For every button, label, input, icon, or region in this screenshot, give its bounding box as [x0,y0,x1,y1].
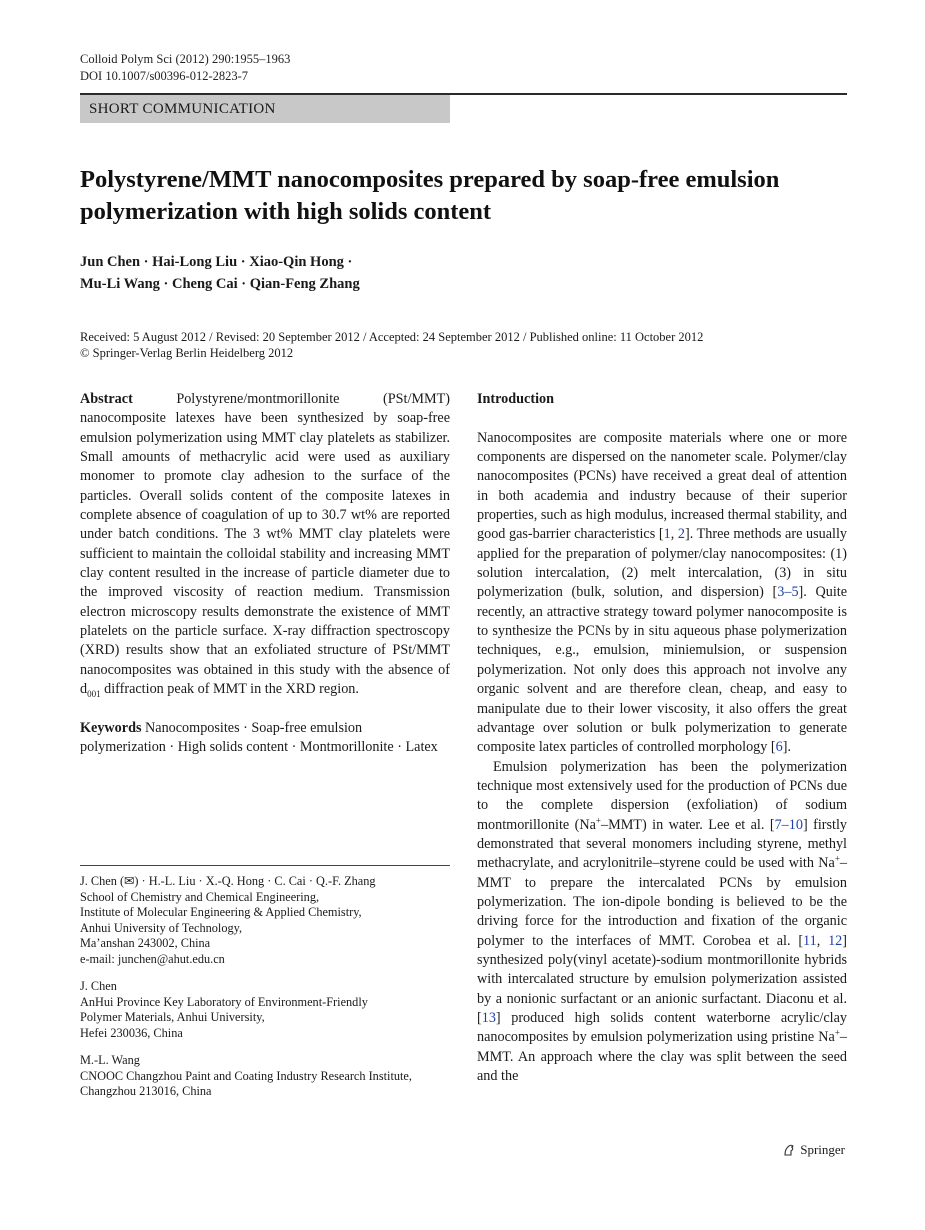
abstract-text: Polystyrene/montmorillonite (PSt/MMT) nanocomposite latexes have been synthesized by soap-free emulsion polymerization using MMT clay platelets as stabilizer. Small amounts of methacrylic acid were used as auxiliary monomer to promote clay adhesion to the surface of the particles. Overall solids content of the composite latexes in complete absence of coagulation of up to 30.7 wt% are reported under batch conditions. The 3 wt% MMT clay platelets were sufficient to maintain the colloidal stability and increasing MMT clay content resulted in the increase of particle diameter due to the improved viscosity of reaction medium. Transmission electron microscopy results demonstrate the existence of MMT platelets on the particle surface. X-ray diffraction spectroscopy (XRD) results show that an exfoliated structure of PSt/MMT nanocomposites was obtained in this study with the absence of d [80,391,451,698]
publication-dates [80,329,860,361]
left-column [80,390,450,757]
authors-line-1: Jun Chen · Hai-Long Liu · Xiao-Qin Hong · [80,254,353,270]
affiliation-2: J. Chen AnHui Province Key Laboratory of Environment-Friendly Polymer Materials, Anhui University, Hefei 230036, China [80,979,368,1040]
introduction-heading: Introduction [477,391,554,407]
citation-link[interactable]: 6 [775,739,783,756]
intro-paragraph-1: Nanocomposites are composite materials where one or more components are dispersed on the nanometer scale. Polymer/clay nanocomposites (PCNs) have received a great deal of attention in both academia and industry because of their superior properties, such as high modulus, increased thermal stability, and good gas-barrier characteristics [1, 2]. Three methods are usually applied for the preparation of polymer/clay nanocomposites: (1) solution intercalation, (2) melt intercalation, (3) in situ polymerization (bulk, solution, and dispersion) [3–5]. Quite recently, an attractive strategy toward polymer nanocomposite is to synthesize the PCNs by in situ aqueous phase polymerization techniques, e.g., emulsion, miniemulsion, or suspension polymerization. Not only does this approach not involve any organic solvent and are therefore clean, cheap, and easy to manipulate due to their lower viscosity, it also offers the great advantage over solution or bulk polymerization to generate composite latex particles of controlled morphology [6]. [477,429,848,756]
journal-citation: Colloid Polym Sci (2012) 290:1955–1963 [80,52,291,66]
email[interactable]: e-mail: junchen@ahut.edu.cn [80,951,225,966]
intro-paragraph-2: Emulsion polymerization has been the polymerization technique most extensively used for the production of PCNs due to the complete dispersion (exfoliation) of sodium montmorillonite (Na+–MMT) in water. Lee et al. [7–10] firstly demonstrated that several monomers including styrene, methyl methacrylate, and acrylonitrile–styrene could be used with Na+–MMT to prepare the intercalated PCNs by emulsion polymerization. The ion-dipole bonding is believed to be the driving force for the introduction and fixation of the organic polymer to the interfaces of MMT. Corobea et al. [11, 12] synthesized poly(vinyl acetate)-sodium montmorillonite hybrids with intercalated structure by emulsion polymerization assisted by a nonionic surfactant or an anionic surfactant. Diaconu et al. [13] produced high solids content waterborne acrylic/clay nanocomposites by emulsion polymerization using pristine Na+–MMT. An approach where the clay was split between the seed and the [477,758,847,1085]
affiliation-1: J. Chen (✉) · H.-L. Liu · X.-Q. Hong · C. Cai · Q.-F. Zhang School of Chemistry and Chemical Engineering, Institute of Molecular Engineering & Applied Chemistry, Anhui University of Technology, Ma’anshan 243002, China e-mail: junchen@ahut.edu.cn [80,874,376,966]
abstract-text-end: diffraction peak of MMT in the XRD region. [100,681,359,698]
keywords-text: Nanocomposites · Soap-free emulsion polymerization · High solids content · Montmorillonite · Latex [80,719,438,755]
abstract-label: Abstract [80,391,133,407]
citation-link[interactable]: 1 [663,526,671,543]
publisher-name: Springer [800,1142,845,1157]
history-line: Received: 5 August 2012 / Revised: 20 September 2012 / Accepted: 24 September 2012 / Published online: 11 October 2012 [80,330,704,344]
keywords-label: Keywords [80,719,142,736]
publisher-logo [782,1142,845,1158]
affiliation-3: M.-L. Wang CNOOC Changzhou Paint and Coating Industry Research Institute, Changzhou 213016, China [80,1053,412,1098]
section-label: SHORT COMMUNICATION [80,95,450,123]
citation-link[interactable]: 11 [803,932,817,949]
springer-horse-icon [782,1143,796,1157]
right-column [477,390,847,1086]
citation-link[interactable]: 7–10 [774,816,803,833]
author-list [80,251,700,295]
doi: DOI 10.1007/s00396-012-2823-7 [80,69,249,83]
citation-link[interactable]: 2 [677,526,685,543]
article-title: Polystyrene/MMT nanocomposites prepared by soap-free emulsion polymerization with high solids content [80,166,780,225]
authors-line-2: Mu-Li Wang · Cheng Cai · Qian-Feng Zhang [80,276,360,292]
copyright-line: © Springer-Verlag Berlin Heidelberg 2012 [80,346,294,360]
abstract-subscript: 001 [87,688,101,699]
affiliations [80,874,450,1112]
citation-link[interactable]: 13 [481,1010,496,1026]
footnote-rule [80,865,450,866]
citation-link[interactable]: 12 [828,932,843,949]
abstract [80,390,450,700]
keywords [80,719,450,758]
citation-link[interactable]: 3–5 [777,584,799,601]
